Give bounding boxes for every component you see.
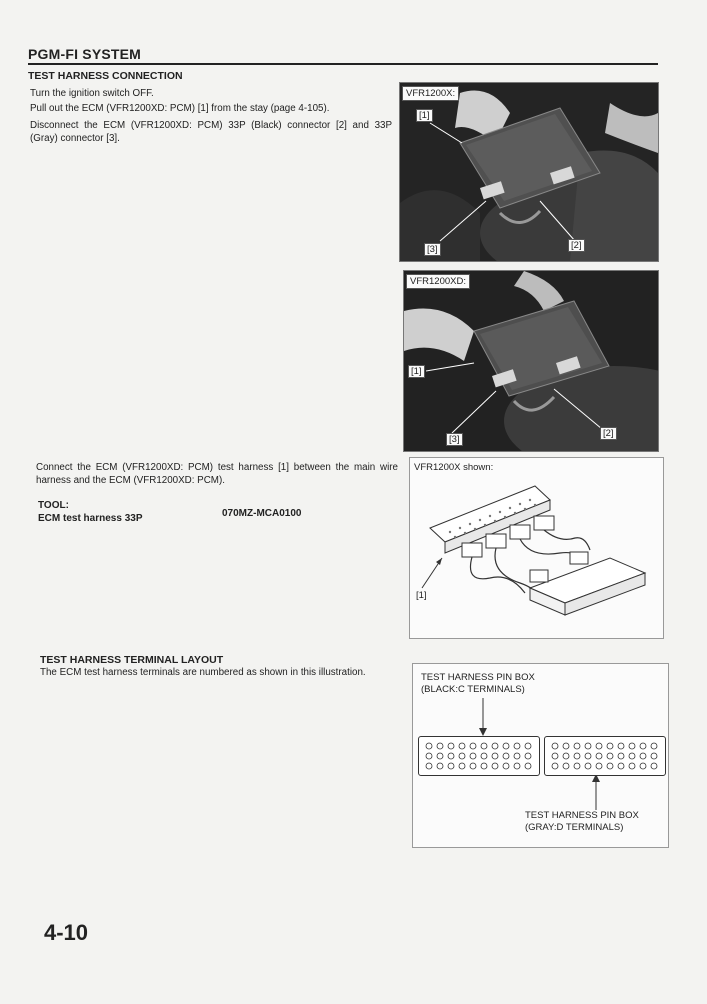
black-pinbox-label-1: TEST HARNESS PIN BOX [421,672,535,683]
photo2-callout-2: [2] [600,427,617,440]
harness-callout-1: [1] [416,590,427,601]
harness-drawing [410,458,663,638]
gray-pin-grid [545,737,665,775]
gray-pin-box [544,736,666,776]
photo2-callout-1: [1] [408,365,425,378]
photo1-model-tag: VFR1200X: [402,86,459,101]
photo1-callout-2: [2] [568,239,585,252]
layout-heading: TEST HARNESS TERMINAL LAYOUT [40,654,224,666]
page-number: 4-10 [44,920,89,945]
photo-vfr1200x-image [400,83,658,261]
layout-description: The ECM test harness terminals are numbered as shown in this illustration. [40,667,366,678]
title-rule [28,63,658,65]
tool-part-number: 070MZ-MCA0100 [222,508,302,519]
tool-name: ECM test harness 33P [38,513,143,524]
step-pull-out-ecm: Pull out the ECM (VFR1200XD: PCM) [1] from the stay (page 4-105). [30,103,330,114]
photo1-callout-1: [1] [416,109,433,122]
gray-pinbox-label-1: TEST HARNESS PIN BOX [525,810,639,821]
photo2-callout-3: [3] [446,433,463,446]
harness-illustration-caption: VFR1200X shown: [414,462,494,473]
photo-vfr1200xd [403,270,659,452]
black-pin-grid [419,737,539,775]
tool-label: TOOL: [38,500,69,511]
black-pinbox-label-2: (BLACK:C TERMINALS) [421,684,525,695]
photo-vfr1200xd-image [404,271,658,451]
photo-vfr1200x [399,82,659,262]
black-pin-box [418,736,540,776]
harness-illustration [409,457,664,639]
photo2-model-tag: VFR1200XD: [406,274,470,289]
step-ignition-off: Turn the ignition switch OFF. [30,88,154,99]
connection-heading: TEST HARNESS CONNECTION [28,70,183,82]
photo1-callout-3: [3] [424,243,441,256]
step-disconnect-connectors: Disconnect the ECM (VFR1200XD: PCM) 33P (Black) connector [2] and 33P (Gray) connector [3]. [30,120,392,144]
gray-pinbox-label-2: (GRAY:D TERMINALS) [525,822,624,833]
section-title: PGM-FI SYSTEM [28,46,142,62]
step-connect-test-harness: Connect the ECM (VFR1200XD: PCM) test harness [1] between the main wire harness and the ECM (VFR1200XD: PCM). [36,462,398,486]
pin-box-illustration [412,663,669,848]
